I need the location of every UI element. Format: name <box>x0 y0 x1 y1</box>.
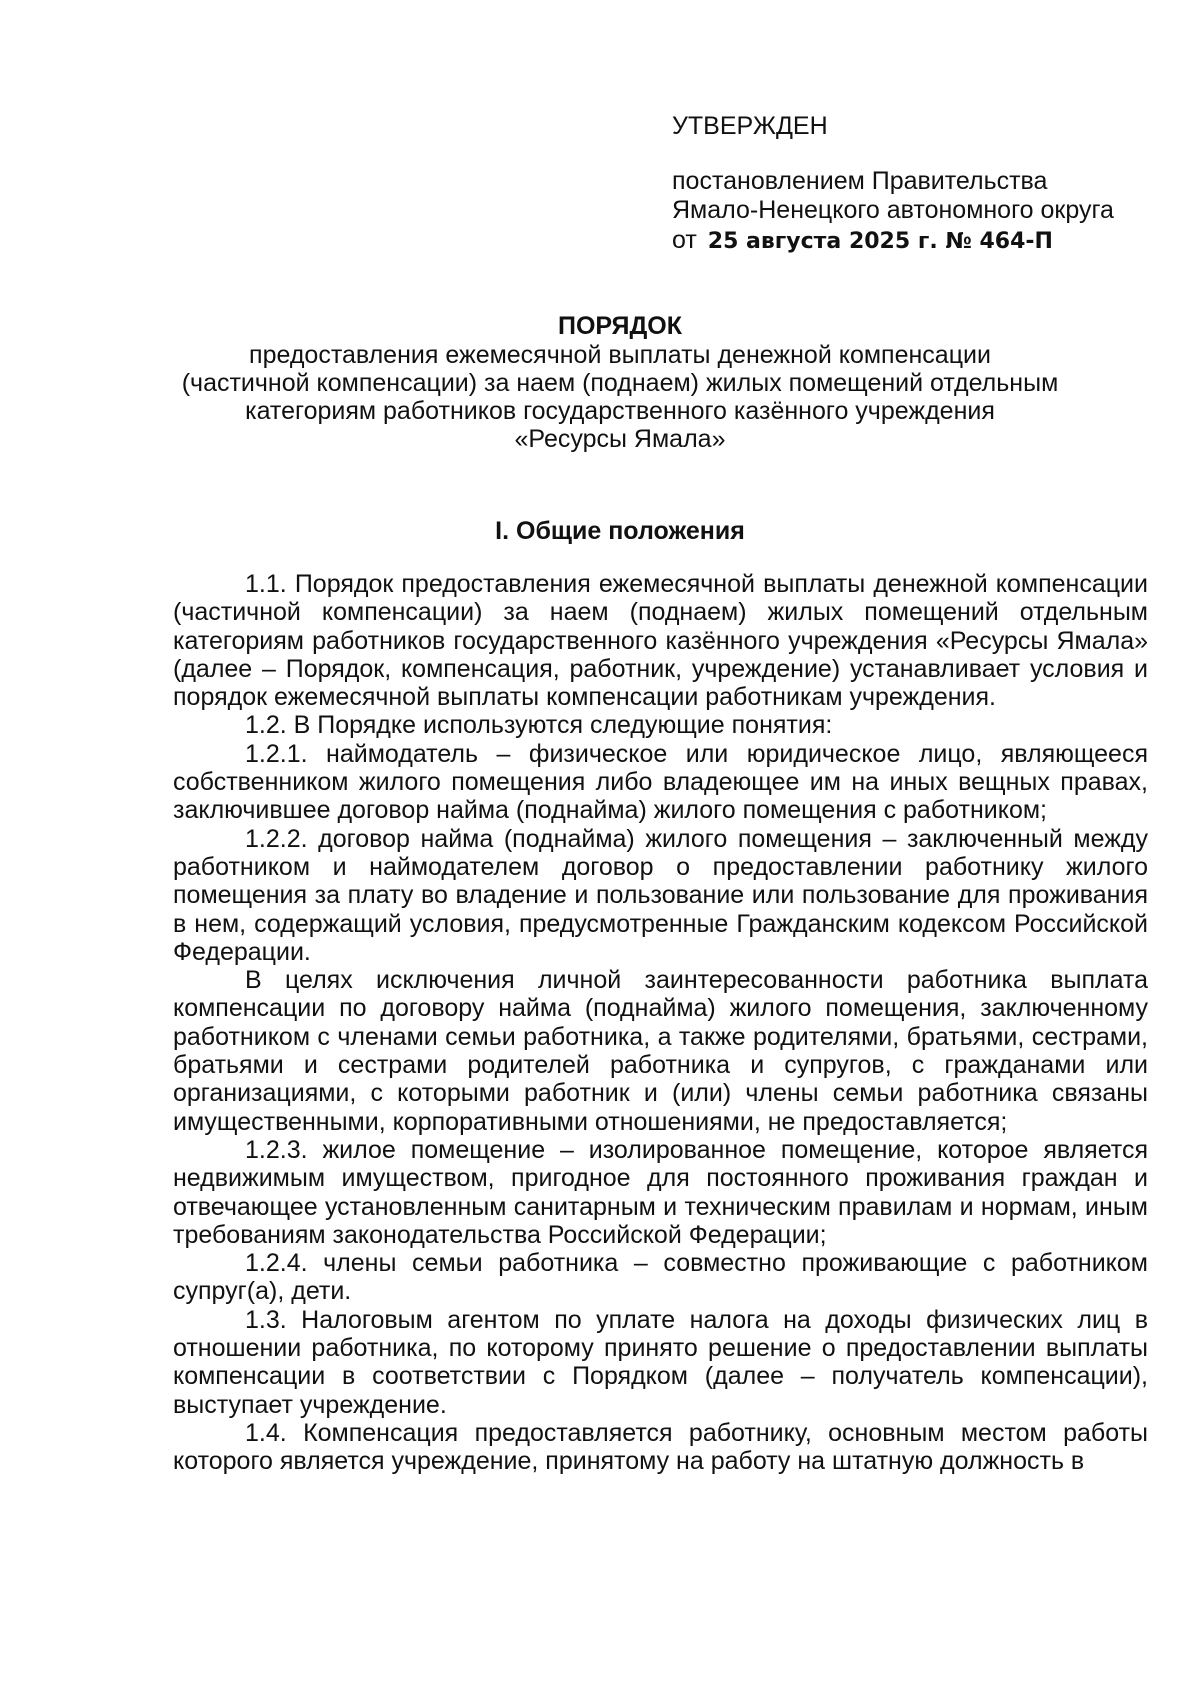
approval-date-prefix: от <box>672 226 697 254</box>
section-heading: I. Общие положения <box>495 517 745 545</box>
document-title-block <box>160 312 1080 453</box>
document-subtitle-line: категориям работников государственного казённого учреждения <box>245 397 995 425</box>
paragraph-1-2-1: 1.2.1. наймодатель – физическое или юридическое лицо, являющееся собственником жилого помещения либо владеющее им на иных вещных правах, заключившее договор найма (поднайма) жилого помещения с работником; <box>173 739 1148 825</box>
paragraph-1-1: 1.1. Порядок предоставления ежемесячной выплаты денежной компенсации (частичной компенсации) за наем (поднаем) жилых помещений отдельным категориям работников государственного казённого учреждения «Ресурсы Ямала» (далее – Порядок, компенсация, работник, учреждение) устанавливает условия и порядок ежемесячной выплаты компенсации работникам учреждения. <box>173 570 1148 712</box>
paragraph-1-2-3: 1.2.3. жилое помещение – изолированное помещение, которое является недвижимым имуществом, пригодное для постоянного проживания граждан и отвечающее установленным санитарным и техническим правилам и нормам, иным требованиям законодательства Российской Федерации; <box>173 1135 1148 1249</box>
approval-line: Ямало-Ненецкого автономного округа <box>672 196 1114 224</box>
approval-block <box>672 112 1152 256</box>
paragraph-1-2: 1.2. В Порядке используются следующие понятия: <box>245 711 833 740</box>
paragraph-1-2-4: 1.2.4. члены семьи работника – совместно проживающие с работником супруг(а), дети. <box>173 1249 1148 1306</box>
approval-date-line <box>672 226 1152 256</box>
document-title: ПОРЯДОК <box>558 312 682 340</box>
paragraph-1-3: 1.3. Налоговым агентом по уплате налога на доходы физических лиц в отношении работника, по которому принято решение о предоставлении выплаты компенсации в соответствии с Порядком (далее – получатель компенсации), выступает учреждение. <box>173 1305 1148 1419</box>
paragraph-1-2-2: 1.2.2. договор найма (поднайма) жилого помещения – заключенный между работником и наймодателем договор о предоставлении работнику жилого помещения за плату во владение и пользование или пользование для проживания в нем, содержащий условия, предусмотренные Гражданским кодексом Российской Федерации. <box>173 824 1148 966</box>
paragraph-1-4: 1.4. Компенсация предоставляется работнику, основным местом работы которого является учреждение, принятому на работу на штатную должность в <box>173 1418 1148 1476</box>
approval-line: постановлением Правительства <box>672 167 1048 195</box>
approval-heading: УТВЕРЖДЕН <box>672 112 828 140</box>
document-subtitle-line: предоставления ежемесячной выплаты денежной компенсации <box>249 341 991 369</box>
document-body <box>173 570 1148 1476</box>
paragraph-exclusion: В целях исключения личной заинтересованности работника выплата компенсации по договору найма (поднайма) жилого помещения, заключенному работником с членами семьи работника, а также родителями, братьями, сестрами, братьями и сестрами родителей работника и супругов, с гражданами или организациями, с которыми работник и (или) члены семьи работника связаны имущественными, корпоративными отношениями, не предоставляется; <box>173 966 1148 1136</box>
approval-date-value: 25 августа 2025 г. № 464-П <box>707 229 1053 254</box>
document-subtitle-line: «Ресурсы Ямала» <box>514 425 726 453</box>
document-subtitle-line: (частичной компенсации) за наем (поднаем) жилых помещений отдельным <box>181 369 1059 397</box>
